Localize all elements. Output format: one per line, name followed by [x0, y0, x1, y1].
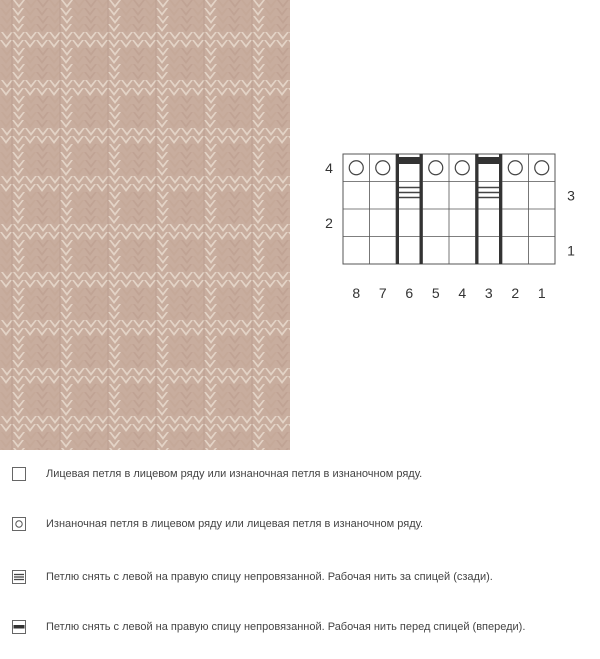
- column-bar-left: [396, 154, 399, 264]
- knit-texture: [0, 0, 290, 450]
- chart-cell-slip-front: [478, 157, 500, 164]
- legend-item-slip-front: [12, 616, 592, 638]
- legend-item-knit: [12, 463, 592, 485]
- legend-text-slip-front: Петлю снять с левой на правую спицу непровязанной. Рабочая нить перед спицей (впереди).: [46, 621, 526, 633]
- legend-text-knit: Лицевая петля в лицевом ряду или изнаночная петля в изнаночном ряду.: [46, 468, 423, 480]
- chart-grid: [310, 140, 595, 310]
- knit-symbol-icon: [12, 467, 26, 481]
- slip-back-symbol-icon: [12, 570, 26, 584]
- knitting-chart: [310, 140, 595, 310]
- legend-text-slip-back: Петлю снять с левой на правую спицу непровязанной. Рабочая нить за спицей (сзади).: [46, 571, 493, 583]
- column-label: 5: [431, 285, 440, 301]
- row-label-right: 1: [567, 242, 575, 259]
- column-bar-right: [420, 154, 423, 264]
- legend-item-purl: [12, 513, 592, 535]
- column-label: 1: [537, 285, 546, 301]
- column-label: 7: [378, 285, 387, 301]
- column-label: 3: [484, 285, 493, 301]
- column-bar-right: [499, 154, 502, 264]
- column-label: 6: [405, 285, 414, 301]
- knitted-fabric-photo: [0, 0, 290, 450]
- chart-cell-slip-front: [399, 157, 421, 164]
- row-label-left: 4: [325, 159, 333, 176]
- legend-item-slip-back: [12, 566, 592, 588]
- column-label: 2: [511, 285, 520, 301]
- slip-front-symbol-icon: [12, 620, 26, 634]
- row-label-left: 2: [325, 214, 333, 231]
- legend-text-purl: Изнаночная петля в лицевом ряду или лицевая петля в изнаночном ряду.: [46, 518, 424, 530]
- column-label: 4: [458, 285, 467, 301]
- column-label: 8: [352, 285, 361, 301]
- column-bar-left: [476, 154, 479, 264]
- purl-symbol-icon: [12, 517, 26, 531]
- row-label-right: 3: [567, 187, 575, 204]
